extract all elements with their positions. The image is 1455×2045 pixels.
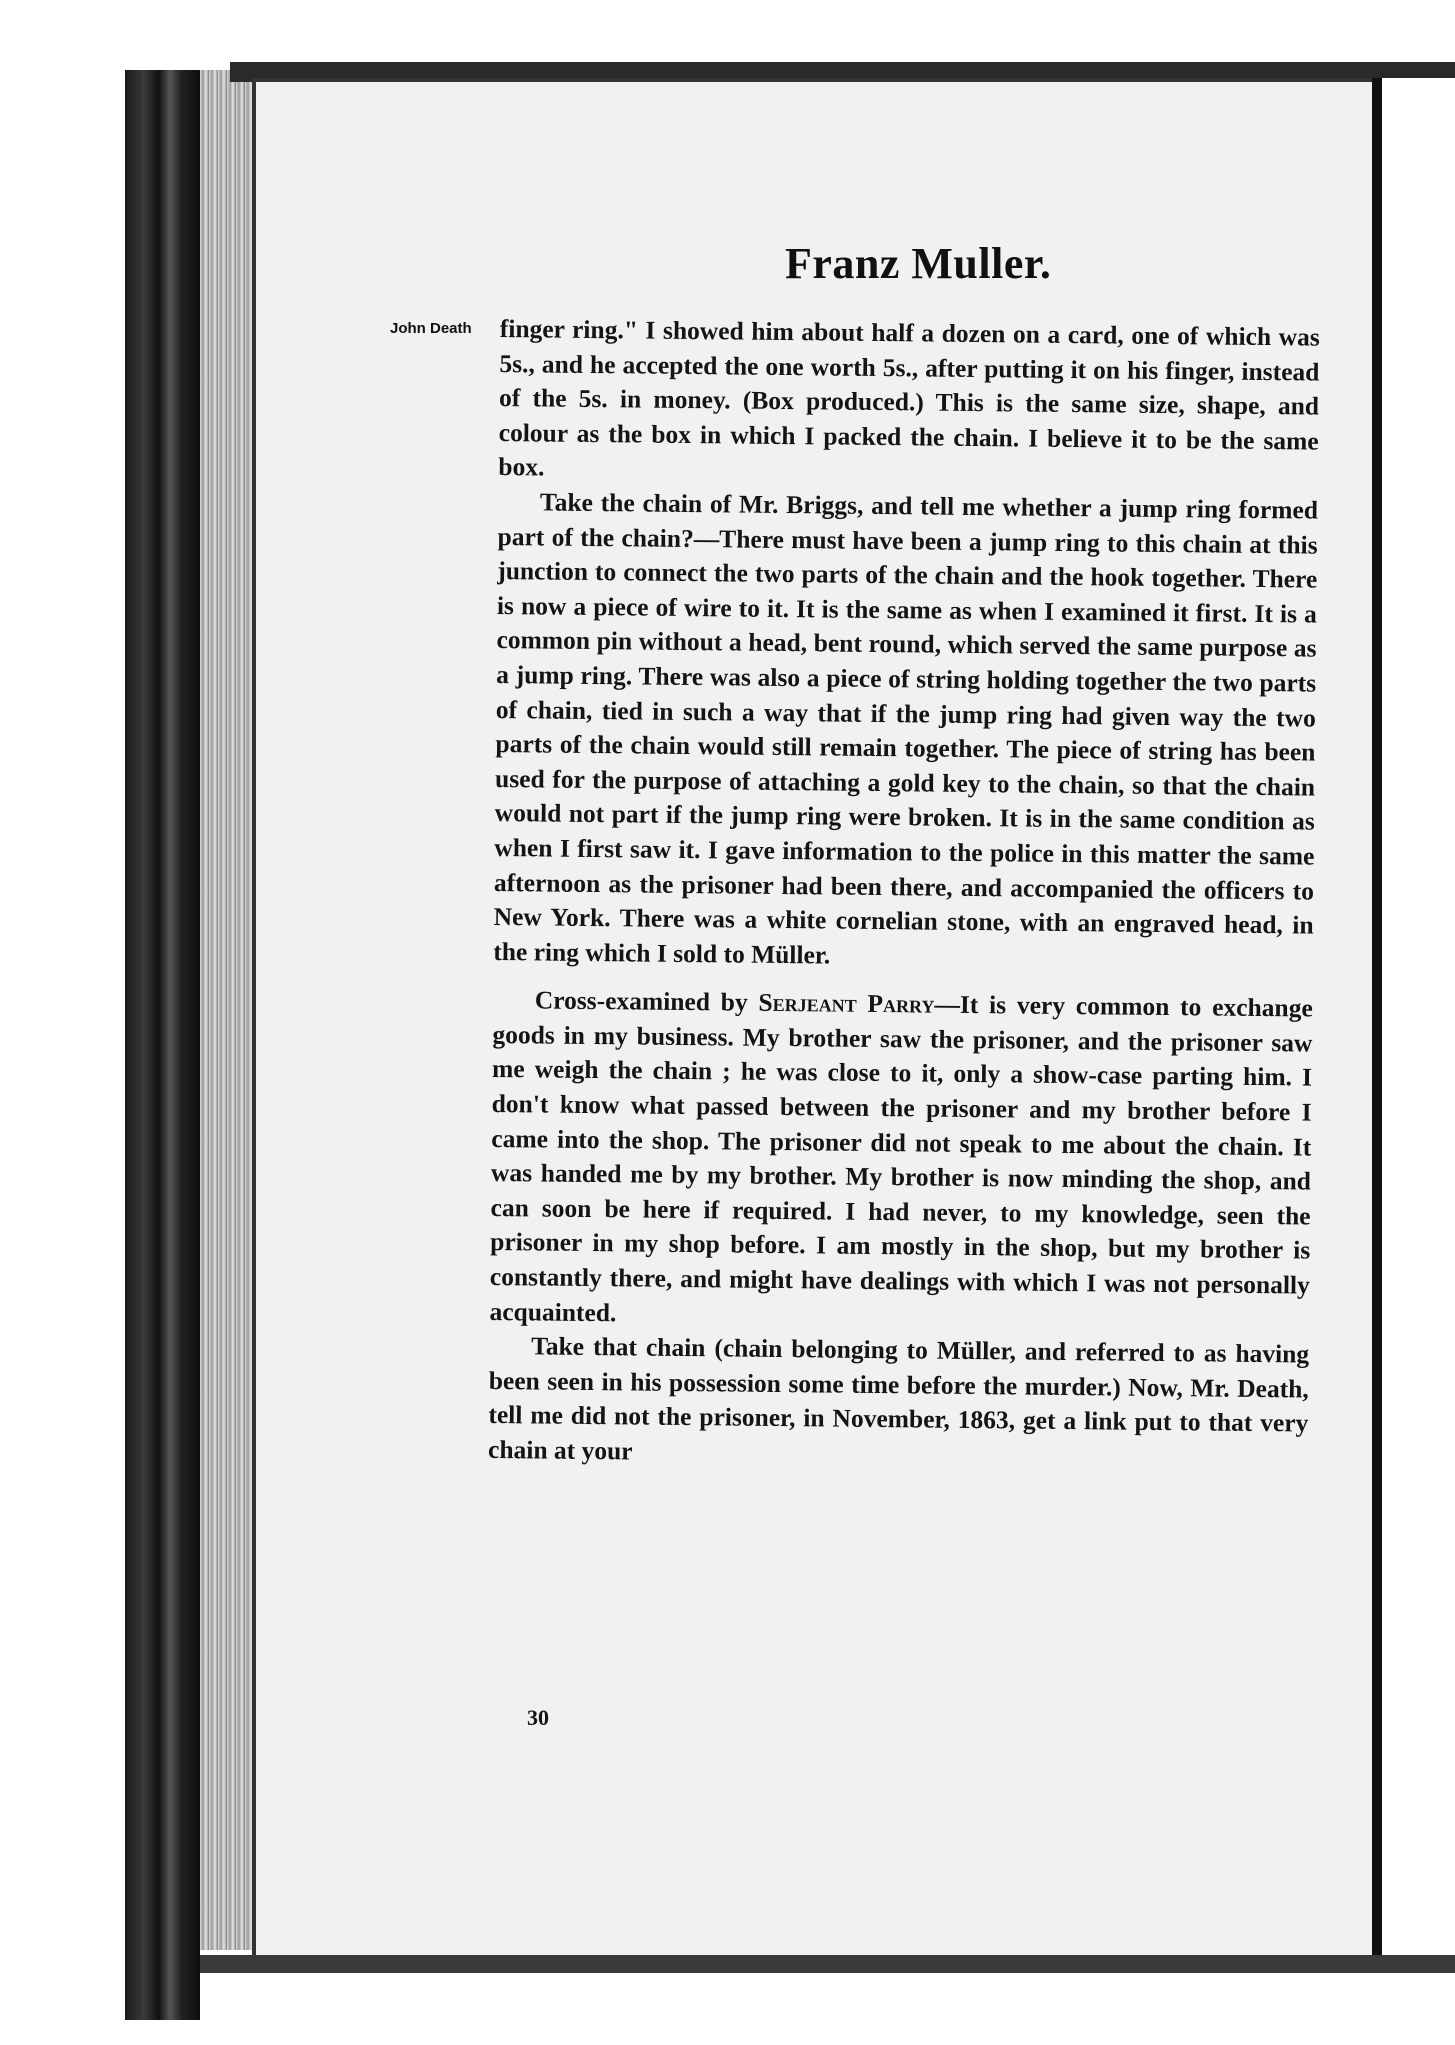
margin-note: John Death: [390, 320, 472, 337]
page-edges: [200, 70, 255, 1950]
paragraph: finger ring." I showed him about half a dozen on a card, one of which was 5s., and he accepted the one worth 5s., after putting it on his finger, instead of the 5s. in money. (Box produced.) This is the same size, shape, and colour as the box in which I packed the chain. I believe it to be the same box.: [498, 313, 1320, 482]
paragraph: Take the chain of Mr. Briggs, and tell me whether a jump ring formed part of the chain?—There must have been a jump ring to this chain at this junction to connect the two parts of the chain and the hook together. There is now a piece of wire to it. It is the same as when I examined it first. It is a common pin without a head, bent round, which served the same purpose as a jump ring. There was also a piece of string holding together the two parts of chain, tied in such a way that if the jump ring had given way the two parts of the chain would still remain together. The piece of string has been used for the purpose of attaching a gold key to the chain, so that the chain would not part if the jump ring were broken. It is in the same condition as when I first saw it. I gave information to the police in this matter the same afternoon as the prisoner had been there, and accompanied the officers to New York. There was a white cornelian stone, with an engraved head, in the ring which I sold to Müller.: [493, 487, 1319, 970]
scan-margin-right: [1382, 78, 1455, 1958]
page-gutter-right: [1372, 78, 1382, 1958]
counsel-name: Serjeant Parry: [758, 988, 935, 1019]
body-text: [488, 312, 1320, 1476]
running-title: Franz Muller.: [785, 239, 1052, 288]
scan-margin-left: [0, 0, 120, 2045]
paragraph: [489, 983, 1313, 1338]
book-spine: [125, 70, 200, 2020]
page-number: 30: [527, 1705, 549, 1730]
paragraph: Take that chain (chain belonging to Müller, and referred to as having been seen in his possession some time before the murder.) Now, Mr. Death, tell me did not the prisoner, in November, 1863, get a link put to that very chain at your: [487, 1331, 1310, 1466]
bottom-border: [200, 1955, 1455, 1973]
paragraph-body: —It is very common to exchange goods in my business. My brother saw the prisoner, and the prisoner saw me weigh the chain ; he was close to it, only a show-case parting him. I don't know what passed between the prisoner and my brother before I came into the shop. The prisoner did not speak to me about the chain. It was handed me by my brother. My brother is now minding the shop, and can soon be here if required. I had never, to my knowledge, seen the prisoner in my shop before. I am mostly in the shop, but my brother is constantly there, and might have dealings with which I was not personally acquainted.: [489, 989, 1313, 1327]
paragraph-lead: Cross-examined by: [534, 985, 759, 1018]
